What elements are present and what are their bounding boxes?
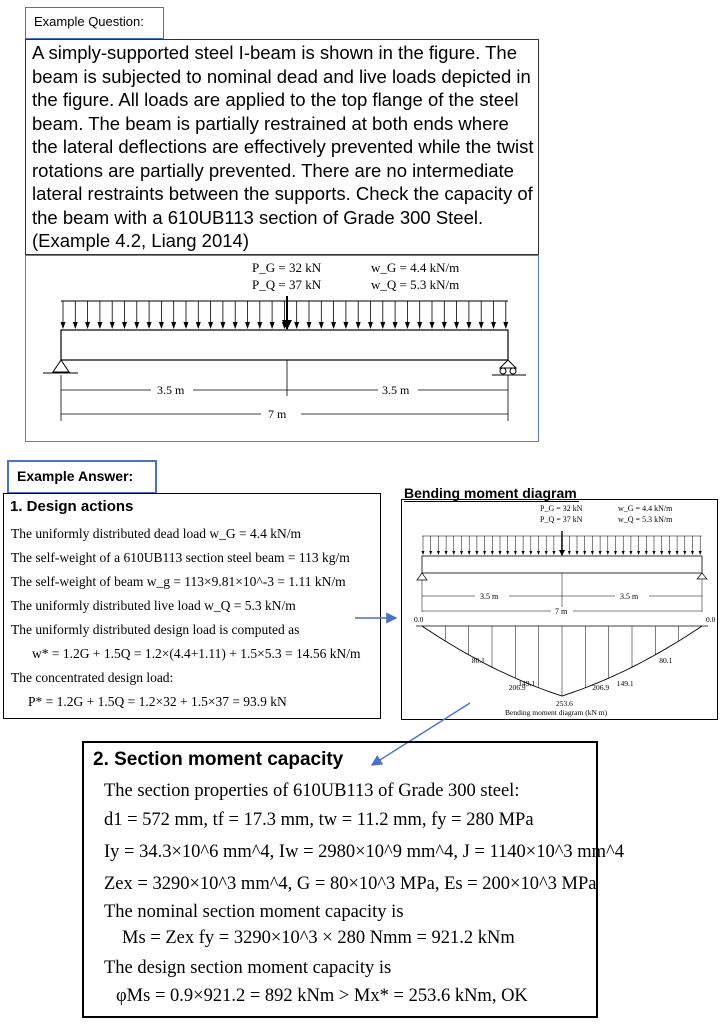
roller-wheel bbox=[510, 368, 516, 374]
bmd-value-label: 206.9 bbox=[592, 682, 610, 692]
question-line: the lateral deflections are effectively prevented while the twist bbox=[32, 136, 534, 157]
udl-arrowhead bbox=[503, 322, 508, 329]
udl-arrowhead bbox=[85, 322, 90, 329]
bmd-udl-arrowhead bbox=[452, 551, 455, 555]
udl-arrowhead bbox=[233, 322, 238, 329]
bmd-title: Bending moment diagram bbox=[404, 485, 577, 501]
bmd-value-label: 0.0 bbox=[414, 615, 424, 624]
bmd-right-span: 3.5 m bbox=[620, 592, 639, 601]
question-line: the beam with a 610UB113 section of Grade 300 Steel. bbox=[32, 206, 484, 228]
bmd-udl-arrowhead bbox=[460, 551, 463, 555]
question-line: beam is subjected to nominal dead and live loads depicted in bbox=[32, 65, 531, 87]
udl-arrowhead bbox=[294, 322, 299, 329]
bmd-udl-arrowhead bbox=[429, 551, 432, 555]
udl-arrowhead bbox=[208, 322, 213, 329]
udl-arrowhead bbox=[134, 322, 139, 329]
design-line: The self-weight of beam w_g = 113×9.81×10^-3 = 1.11 kN/m bbox=[11, 574, 346, 589]
bmd-pg-label: P_G = 32 kN bbox=[540, 504, 583, 513]
design-line: w* = 1.2G + 1.5Q = 1.2×(4.4+1.11) + 1.5×5.3 = 14.56 kN/m bbox=[32, 646, 361, 661]
udl-arrowhead bbox=[417, 322, 422, 329]
bmd-udl-arrowhead bbox=[506, 551, 509, 555]
bmd-wq-label: w_Q = 5.3 kN/m bbox=[618, 515, 673, 524]
bmd-udl-arrowhead bbox=[552, 551, 555, 555]
bmd-udl-arrowhead bbox=[475, 551, 478, 555]
bmd-udl-arrowhead bbox=[653, 551, 656, 555]
bmd-udl-arrowhead bbox=[514, 551, 517, 555]
design-line: The uniformly distributed design load is computed as bbox=[11, 622, 300, 637]
udl-arrowhead bbox=[171, 322, 176, 329]
total-span-label: 7 m bbox=[268, 407, 287, 421]
bmd-udl-arrowhead bbox=[668, 551, 671, 555]
design-line: The self-weight of a 610UB113 section steel beam = 113 kg/m bbox=[11, 550, 350, 565]
udl-arrowhead bbox=[245, 322, 250, 329]
bmd-chart bbox=[402, 500, 717, 719]
udl-arrowhead bbox=[122, 322, 127, 329]
udl-arrowhead bbox=[405, 322, 410, 329]
udl-arrowhead bbox=[368, 322, 373, 329]
udl-arrowhead bbox=[257, 322, 262, 329]
bmd-left-support bbox=[417, 573, 427, 580]
beam-figure bbox=[25, 255, 539, 442]
bmd-value-label: 253.6 bbox=[556, 699, 573, 708]
udl-arrowhead bbox=[466, 322, 471, 329]
question-text bbox=[25, 39, 539, 255]
bmd-udl-arrowhead bbox=[614, 551, 617, 555]
pq-label: P_Q = 37 kN bbox=[252, 277, 322, 292]
answer-tag: Example Answer: bbox=[7, 460, 157, 494]
udl-arrowhead bbox=[97, 322, 102, 329]
section-capacity-box bbox=[82, 741, 624, 1018]
udl-arrowhead bbox=[442, 322, 447, 329]
left-span-label: 3.5 m bbox=[157, 383, 185, 397]
design-line: The uniformly distributed dead load w_G = 4.4 kN/m bbox=[11, 526, 301, 541]
bmd-udl-arrowhead bbox=[645, 551, 648, 555]
bmd-udl-arrowhead bbox=[445, 551, 448, 555]
bmd-udl-arrowhead bbox=[576, 551, 579, 555]
bmd-udl-arrowhead bbox=[468, 551, 471, 555]
right-span-label: 3.5 m bbox=[382, 383, 410, 397]
udl-arrowhead bbox=[454, 322, 459, 329]
capacity-line: The section properties of 610UB113 of Grade 300 steel: bbox=[104, 781, 520, 801]
udl-arrowhead bbox=[356, 322, 361, 329]
design-line: The uniformly distributed live load w_Q = 5.3 kN/m bbox=[11, 598, 296, 613]
bmd-udl-arrowhead bbox=[491, 551, 494, 555]
capacity-line: The design section moment capacity is bbox=[104, 958, 392, 978]
udl-arrowhead bbox=[430, 322, 435, 329]
bmd-udl-arrowhead bbox=[422, 551, 425, 555]
bmd-value-label: 149.1 bbox=[518, 679, 536, 689]
question-line: A simply-supported steel I-beam is shown in the figure. The bbox=[32, 42, 518, 63]
question-line: rotations are partially prevented. There are no intermediate bbox=[32, 159, 514, 181]
bmd-value-label: 149.1 bbox=[616, 679, 634, 689]
bmd-value-label: 80.1 bbox=[659, 655, 673, 665]
bmd-caption: Bending moment diagram (kN m) bbox=[505, 708, 608, 717]
udl-arrowhead bbox=[307, 322, 312, 329]
udl-arrowhead bbox=[184, 322, 189, 329]
udl-arrowhead bbox=[147, 322, 152, 329]
bmd-udl-arrowhead bbox=[545, 551, 548, 555]
design-actions-heading: 1. Design actions bbox=[10, 498, 134, 515]
udl-arrowhead bbox=[270, 322, 275, 329]
bmd-udl-arrowhead bbox=[499, 551, 502, 555]
bmd-udl-arrowhead bbox=[529, 551, 532, 555]
bmd-udl-arrowhead bbox=[606, 551, 609, 555]
section-capacity-heading: 2. Section moment capacity bbox=[93, 749, 344, 770]
roller-wheel bbox=[500, 368, 506, 374]
capacity-line: The nominal section moment capacity is bbox=[104, 902, 404, 922]
beam-diagram bbox=[26, 256, 538, 441]
udl-arrowhead bbox=[319, 322, 324, 329]
question-tag: Example Question: bbox=[25, 7, 164, 39]
bmd-udl-arrowhead bbox=[483, 551, 486, 555]
bmd-udl-arrowhead bbox=[629, 551, 632, 555]
udl-arrowhead bbox=[61, 322, 66, 329]
udl-arrowhead bbox=[220, 322, 225, 329]
bmd-wg-label: w_G = 4.4 kN/m bbox=[618, 504, 673, 513]
bmd-udl-arrowhead bbox=[583, 551, 586, 555]
udl-arrowhead bbox=[479, 322, 484, 329]
udl-arrowhead bbox=[110, 322, 115, 329]
question-line: the figure. All loads are applied to the top flange of the steel bbox=[32, 89, 519, 110]
udl-arrowhead bbox=[159, 322, 164, 329]
right-roller-support bbox=[500, 360, 516, 368]
wq-label: w_Q = 5.3 kN/m bbox=[371, 277, 460, 292]
bmd-value-label: 80.1 bbox=[471, 655, 485, 665]
bmd-box bbox=[401, 499, 718, 720]
bmd-udl-arrowhead bbox=[437, 551, 440, 555]
pg-label: P_G = 32 kN bbox=[252, 260, 322, 275]
capacity-line: d1 = 572 mm, tf = 17.3 mm, tw = 11.2 mm, fy = 280 MPa bbox=[104, 810, 534, 830]
capacity-line: φMs = 0.9×921.2 = 892 kNm > Mx* = 253.6 kNm, OK bbox=[116, 986, 528, 1006]
bmd-udl-arrowhead bbox=[537, 551, 540, 555]
bmd-beam-body bbox=[422, 556, 702, 573]
udl-arrowhead bbox=[343, 322, 348, 329]
bmd-udl-arrowhead bbox=[568, 551, 571, 555]
bmd-value-label: 0.0 bbox=[706, 615, 716, 624]
capacity-line: Iy = 34.3×10^6 mm^4, Iw = 2980×10^9 mm^4, J = 1140×10^3 mm^4 bbox=[104, 842, 624, 862]
bmd-udl-arrowhead bbox=[660, 551, 663, 555]
bmd-value-labels bbox=[414, 615, 716, 708]
bmd-udl-arrowhead bbox=[591, 551, 594, 555]
question-line: (Example 4.2, Liang 2014) bbox=[32, 230, 249, 251]
bmd-udl-arrowhead bbox=[599, 551, 602, 555]
wg-label: w_G = 4.4 kN/m bbox=[371, 260, 460, 275]
bmd-pq-label: P_Q = 37 kN bbox=[540, 515, 583, 524]
udl-arrowhead bbox=[73, 322, 78, 329]
capacity-line: Ms = Zex fy = 3290×10^3 × 280 Nmm = 921.2 kNm bbox=[122, 928, 515, 948]
question-line: lateral restraints between the supports. Check the capacity of bbox=[32, 183, 533, 204]
design-line: The concentrated design load: bbox=[11, 670, 174, 685]
udl-arrowhead bbox=[393, 322, 398, 329]
udl-arrowhead bbox=[331, 322, 336, 329]
bmd-udl-arrowhead bbox=[622, 551, 625, 555]
bmd-udl-arrowhead bbox=[699, 551, 702, 555]
bmd-left-span: 3.5 m bbox=[480, 592, 499, 601]
bmd-udl-arrowhead bbox=[522, 551, 525, 555]
bmd-udl-arrowhead bbox=[637, 551, 640, 555]
udl-arrowhead bbox=[196, 322, 201, 329]
bmd-udl-arrowhead bbox=[676, 551, 679, 555]
udl-arrowhead bbox=[380, 322, 385, 329]
capacity-line: Zex = 3290×10^3 mm^4, G = 80×10^3 MPa, Es = 200×10^3 MPa bbox=[104, 874, 597, 894]
bmd-point-arrowhead bbox=[559, 550, 565, 556]
bmd-udl-arrowhead bbox=[691, 551, 694, 555]
design-actions-box bbox=[3, 493, 381, 719]
bmd-right-support bbox=[697, 573, 707, 579]
design-line: P* = 1.2G + 1.5Q = 1.2×32 + 1.5×37 = 93.9 kN bbox=[28, 694, 287, 709]
bmd-value-label: 206.9 bbox=[508, 682, 526, 692]
question-line: beam. The beam is partially restrained at both ends where bbox=[32, 112, 509, 134]
bmd-total-span: 7 m bbox=[555, 607, 568, 616]
bmd-udl-arrowhead bbox=[683, 551, 686, 555]
udl-arrowhead bbox=[491, 322, 496, 329]
beam-body bbox=[61, 330, 508, 360]
left-pin-support bbox=[53, 360, 69, 372]
